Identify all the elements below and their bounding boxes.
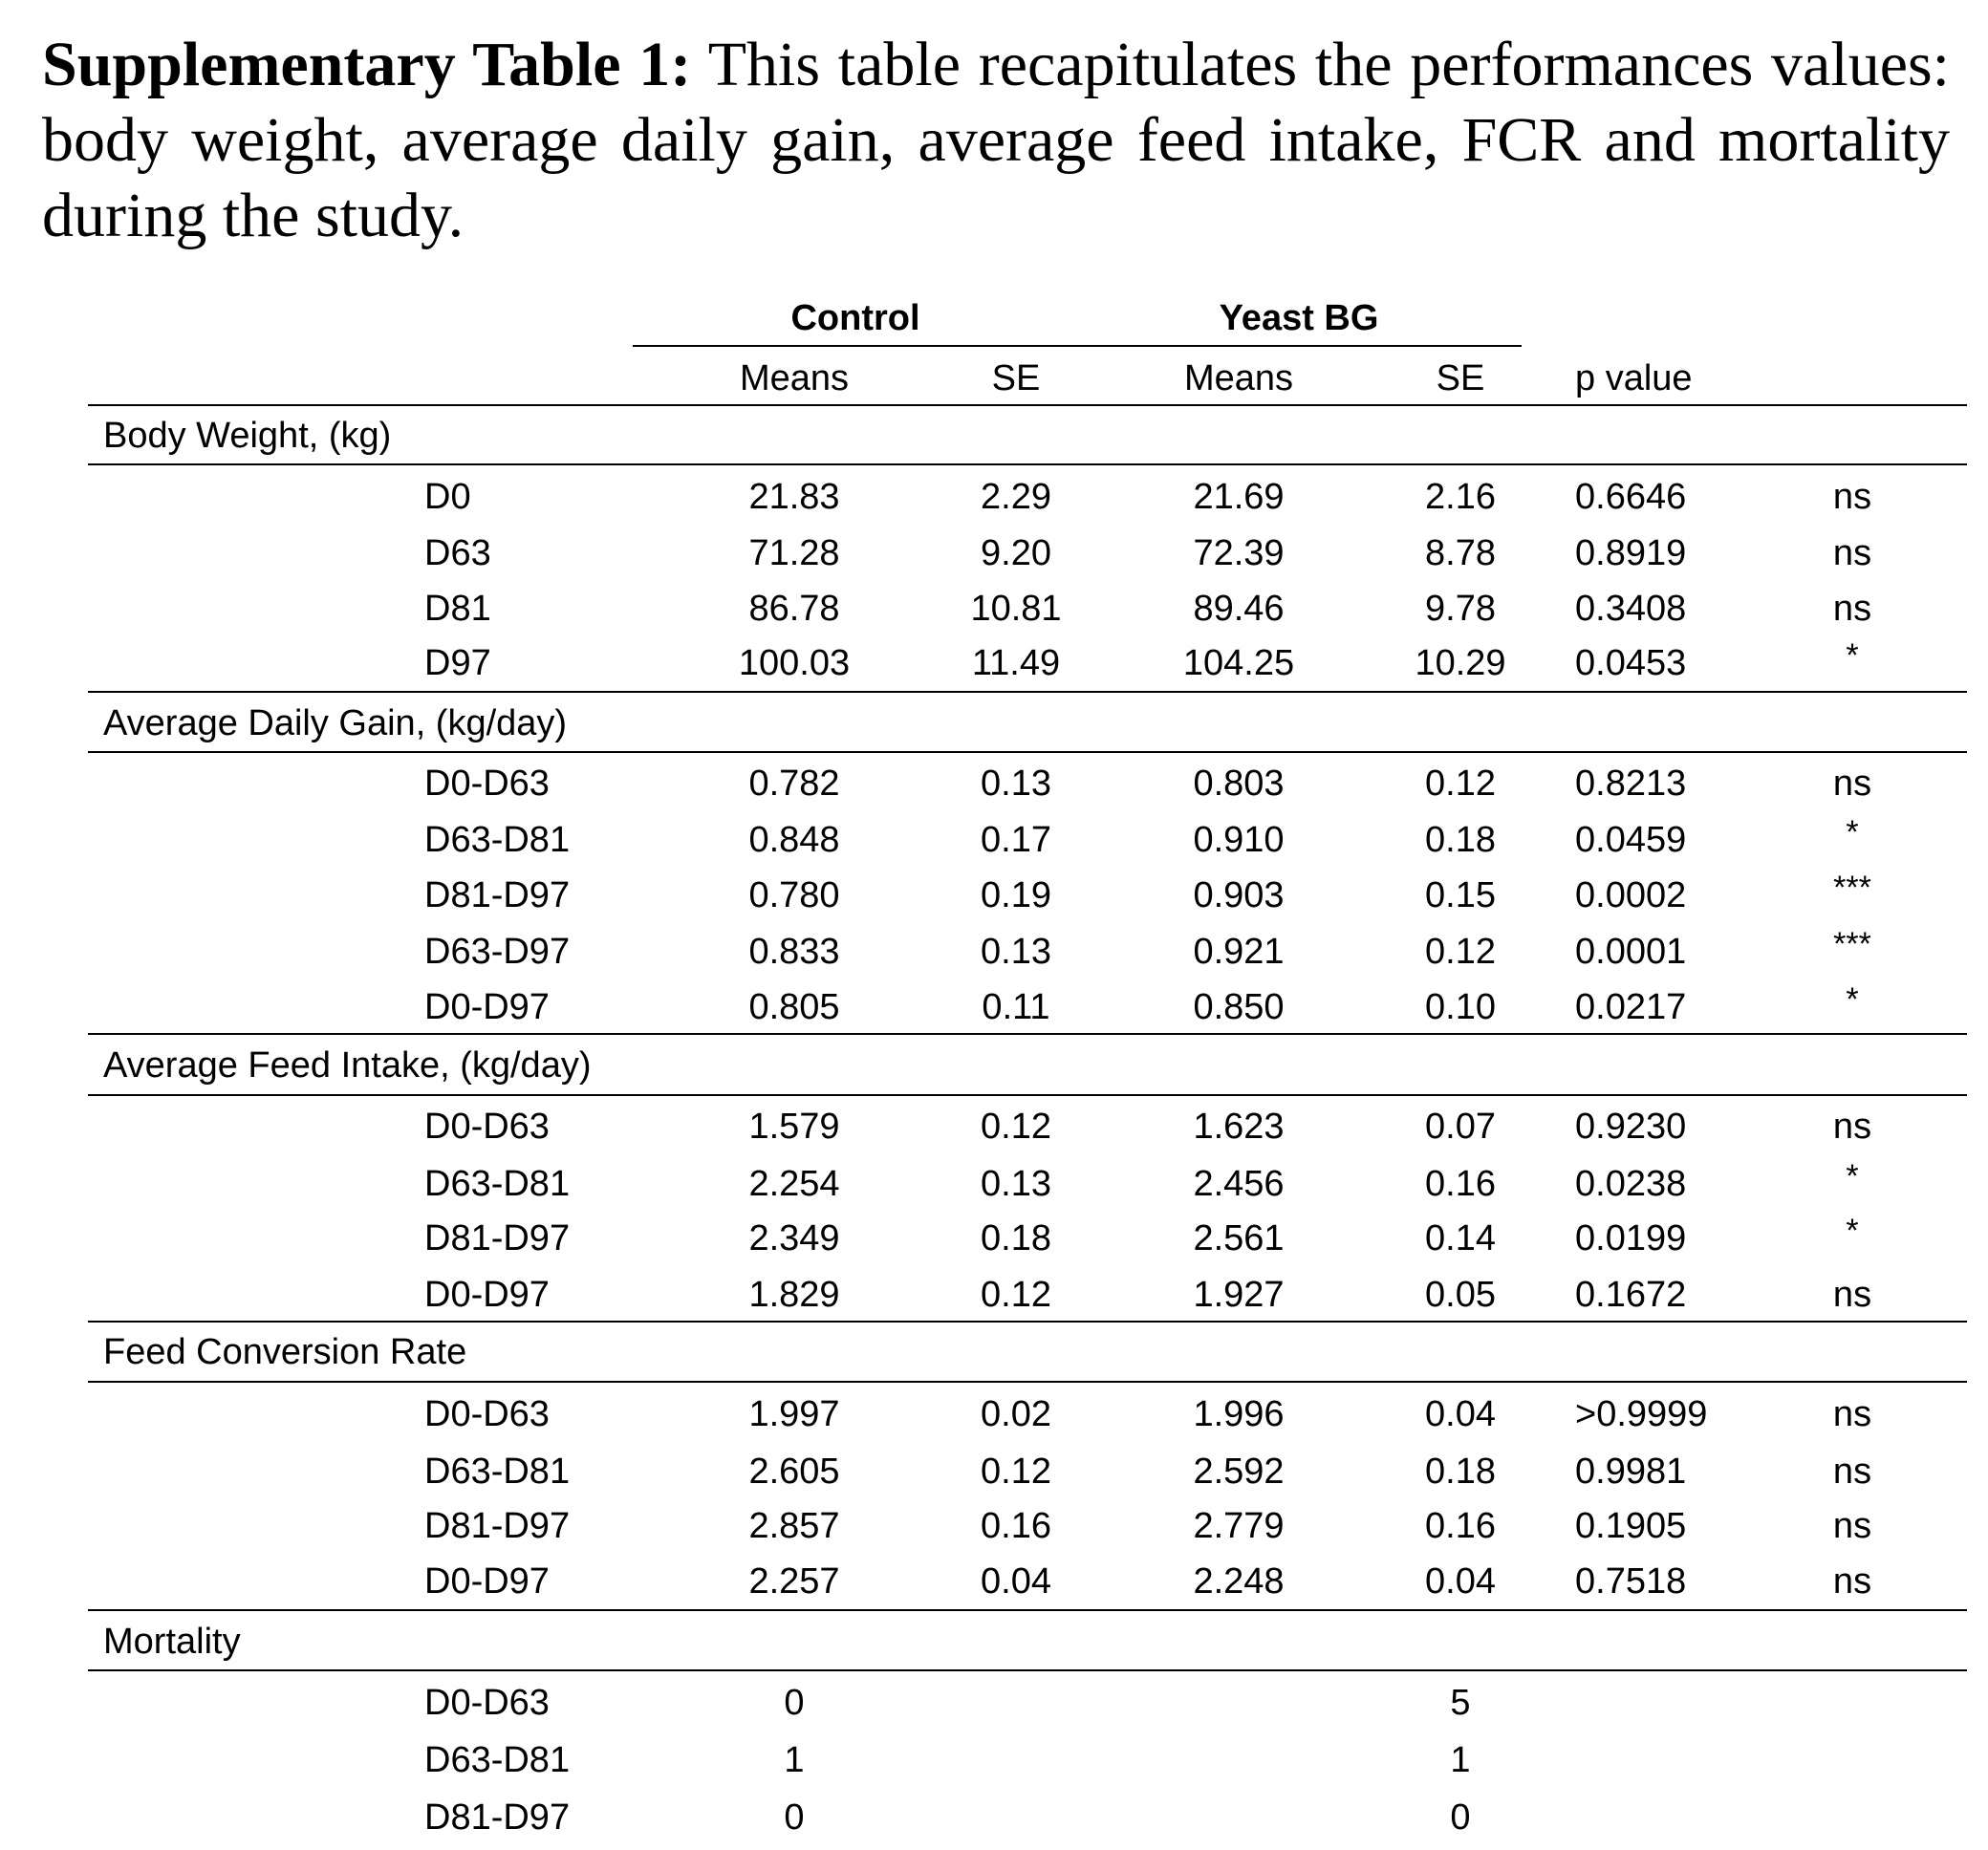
cell-control-se: 0.19 <box>981 875 1051 915</box>
group-header-rule <box>633 345 1522 347</box>
cell-p-value: 0.0453 <box>1575 643 1687 683</box>
cell-significance: *** <box>1833 926 1871 962</box>
cell-control-means: 1 <box>784 1740 805 1780</box>
cell-control-se: 9.20 <box>981 533 1051 573</box>
row-label: D63 <box>424 533 491 573</box>
section-title-rule <box>88 1094 1967 1096</box>
cell-p-value: 0.0002 <box>1575 875 1687 915</box>
row-label: D63-D81 <box>424 820 571 860</box>
section-title-average-feed-intake-kg-day: Average Feed Intake, (kg/day) <box>103 1045 592 1086</box>
row-label: D0-D97 <box>424 1561 550 1602</box>
cell-control-se: 0.17 <box>981 820 1051 860</box>
group-header-control: Control <box>790 298 920 338</box>
cell-yeast-se: 0.16 <box>1425 1164 1496 1204</box>
section-top-rule <box>88 691 1967 693</box>
cell-yeast-se: 0.04 <box>1425 1561 1496 1602</box>
cell-significance: * <box>1846 981 1859 1018</box>
section-title-feed-conversion-rate: Feed Conversion Rate <box>103 1332 467 1372</box>
caption-text: This table recapitulates the performances values: body weight, average daily gain, average feed intake, FCR and mortality during the study. <box>42 30 1951 250</box>
cell-control-means: 0 <box>784 1797 805 1838</box>
cell-significance: ns <box>1832 1275 1872 1315</box>
cell-p-value: 0.0001 <box>1575 932 1687 972</box>
cell-yeast-means: 2.779 <box>1193 1506 1285 1546</box>
row-label: D63-D81 <box>424 1452 571 1492</box>
row-label: D0-D63 <box>424 1394 550 1434</box>
cell-control-se: 0.18 <box>981 1218 1051 1258</box>
cell-yeast-means: 1.996 <box>1193 1394 1285 1434</box>
row-label: D0-D63 <box>424 1683 550 1723</box>
cell-yeast-se: 0.15 <box>1425 875 1496 915</box>
section-title-rule <box>88 463 1967 465</box>
cell-significance: ns <box>1832 589 1872 629</box>
group-header-yeast-bg: Yeast BG <box>1219 298 1379 338</box>
row-label: D0-D97 <box>424 1275 550 1315</box>
cell-p-value: 0.9981 <box>1575 1452 1687 1492</box>
cell-yeast-means: 2.456 <box>1193 1164 1285 1204</box>
cell-yeast-se: 0.14 <box>1425 1218 1496 1258</box>
row-label: D63-D81 <box>424 1164 571 1204</box>
cell-control-means: 1.997 <box>748 1394 840 1434</box>
cell-significance: * <box>1846 814 1859 850</box>
cell-yeast-means: 21.69 <box>1193 477 1285 517</box>
cell-yeast-means: 72.39 <box>1193 533 1285 573</box>
cell-yeast-means: 0.910 <box>1193 820 1285 860</box>
row-label: D63-D81 <box>424 1740 571 1780</box>
cell-control-means: 71.28 <box>748 533 840 573</box>
cell-control-means: 0 <box>784 1683 805 1723</box>
section-top-rule <box>88 1609 1967 1611</box>
row-label: D81-D97 <box>424 1218 571 1258</box>
row-label: D0-D97 <box>424 987 550 1027</box>
cell-control-se: 11.49 <box>971 643 1061 683</box>
cell-p-value: 0.8213 <box>1575 764 1687 804</box>
cell-control-means: 1.579 <box>748 1107 840 1147</box>
cell-p-value: 0.7518 <box>1575 1561 1687 1602</box>
cell-p-value: 0.9230 <box>1575 1107 1687 1147</box>
cell-yeast-se: 9.78 <box>1425 589 1496 629</box>
cell-p-value: 0.0238 <box>1575 1164 1687 1204</box>
cell-significance: * <box>1846 1213 1859 1249</box>
caption-label: Supplementary Table 1: <box>42 30 692 99</box>
cell-significance: ns <box>1832 477 1872 517</box>
column-header-yeast-se: SE <box>1436 358 1485 398</box>
cell-p-value: 0.1905 <box>1575 1506 1687 1546</box>
cell-yeast-se: 0.18 <box>1425 820 1496 860</box>
cell-p-value: 0.1672 <box>1575 1275 1687 1315</box>
column-header-yeast-means: Means <box>1183 358 1294 398</box>
cell-significance: ns <box>1832 1506 1872 1546</box>
cell-yeast-se: 0.04 <box>1425 1394 1496 1434</box>
section-title-rule <box>88 1669 1967 1671</box>
cell-yeast-se: 0.12 <box>1425 764 1496 804</box>
cell-p-value: 0.3408 <box>1575 589 1687 629</box>
cell-yeast-means: 89.46 <box>1193 589 1285 629</box>
cell-significance: ns <box>1832 533 1872 573</box>
cell-yeast-means: 2.561 <box>1193 1218 1285 1258</box>
cell-control-se: 2.29 <box>981 477 1051 517</box>
cell-control-means: 0.848 <box>748 820 840 860</box>
section-top-rule <box>88 1033 1967 1035</box>
cell-yeast-se: 0.18 <box>1425 1452 1496 1492</box>
cell-control-means: 2.605 <box>748 1452 840 1492</box>
row-label: D81-D97 <box>424 1506 571 1546</box>
cell-significance: ns <box>1832 1452 1872 1492</box>
cell-control-means: 0.782 <box>748 764 840 804</box>
row-label: D81-D97 <box>424 1797 571 1838</box>
cell-yeast-means: 104.25 <box>1182 643 1295 683</box>
cell-control-se: 0.12 <box>981 1107 1051 1147</box>
row-label: D63-D97 <box>424 932 571 972</box>
section-title-rule <box>88 1381 1967 1383</box>
cell-yeast-means: 2.248 <box>1193 1561 1285 1602</box>
cell-control-means: 0.833 <box>748 932 840 972</box>
cell-control-means: 1.829 <box>748 1275 840 1315</box>
cell-control-means: 100.03 <box>738 643 851 683</box>
cell-control-means: 2.254 <box>748 1164 840 1204</box>
cell-p-value: 0.6646 <box>1575 477 1687 517</box>
cell-significance: ns <box>1832 1394 1872 1434</box>
cell-control-se: 0.16 <box>981 1506 1051 1546</box>
cell-control-se: 0.02 <box>981 1394 1051 1434</box>
cell-yeast-means: 0.921 <box>1193 932 1285 972</box>
section-top-rule <box>88 404 1967 406</box>
cell-control-se: 0.12 <box>981 1275 1051 1315</box>
cell-yeast-means: 0.903 <box>1193 875 1285 915</box>
section-top-rule <box>88 1321 1967 1323</box>
cell-control-se: 0.13 <box>981 764 1051 804</box>
column-header-control-means: Means <box>739 358 850 398</box>
cell-yeast-se: 8.78 <box>1425 533 1496 573</box>
cell-significance: ns <box>1832 764 1872 804</box>
cell-control-means: 0.805 <box>748 987 840 1027</box>
cell-control-means: 2.349 <box>748 1218 840 1258</box>
cell-p-value: 0.0199 <box>1575 1218 1687 1258</box>
cell-p-value: 0.8919 <box>1575 533 1687 573</box>
column-header-p-value: p value <box>1575 358 1693 398</box>
cell-yeast-se: 0 <box>1450 1797 1471 1838</box>
cell-control-means: 0.780 <box>748 875 840 915</box>
cell-significance: ns <box>1832 1561 1872 1602</box>
cell-control-means: 21.83 <box>748 477 840 517</box>
cell-significance: ns <box>1832 1107 1872 1147</box>
cell-control-se: 0.04 <box>981 1561 1051 1602</box>
cell-control-se: 0.12 <box>981 1452 1051 1492</box>
cell-yeast-se: 5 <box>1450 1683 1471 1723</box>
cell-yeast-se: 10.29 <box>1415 643 1506 683</box>
section-title-rule <box>88 751 1967 753</box>
cell-yeast-means: 1.927 <box>1193 1275 1285 1315</box>
cell-p-value: 0.0459 <box>1575 820 1687 860</box>
cell-control-means: 86.78 <box>748 589 840 629</box>
cell-control-means: 2.257 <box>748 1561 840 1602</box>
cell-control-se: 0.13 <box>981 1164 1051 1204</box>
cell-yeast-se: 0.10 <box>1425 987 1496 1027</box>
cell-yeast-means: 1.623 <box>1193 1107 1285 1147</box>
cell-yeast-se: 0.12 <box>1425 932 1496 972</box>
cell-yeast-se: 0.16 <box>1425 1506 1496 1546</box>
row-label: D0-D63 <box>424 764 550 804</box>
cell-yeast-se: 2.16 <box>1425 477 1496 517</box>
cell-yeast-means: 0.803 <box>1193 764 1285 804</box>
cell-significance: *** <box>1833 870 1871 906</box>
cell-yeast-se: 1 <box>1450 1740 1471 1780</box>
cell-significance: * <box>1846 1158 1859 1194</box>
cell-yeast-means: 0.850 <box>1193 987 1285 1027</box>
column-header-control-se: SE <box>991 358 1041 398</box>
section-title-average-daily-gain-kg-day: Average Daily Gain, (kg/day) <box>103 703 568 743</box>
section-title-body-weight-kg: Body Weight, (kg) <box>103 416 392 456</box>
cell-yeast-se: 0.07 <box>1425 1107 1496 1147</box>
cell-control-se: 0.13 <box>981 932 1051 972</box>
cell-yeast-means: 2.592 <box>1193 1452 1285 1492</box>
section-title-mortality: Mortality <box>103 1622 241 1662</box>
row-label: D81 <box>424 589 491 629</box>
cell-p-value: 0.0217 <box>1575 987 1687 1027</box>
cell-p-value: >0.9999 <box>1575 1394 1708 1434</box>
cell-control-se: 10.81 <box>970 589 1062 629</box>
cell-control-means: 2.857 <box>748 1506 840 1546</box>
row-label: D81-D97 <box>424 875 571 915</box>
row-label: D0 <box>424 477 471 517</box>
cell-control-se: 0.11 <box>982 987 1050 1027</box>
row-label: D97 <box>424 643 491 683</box>
cell-significance: * <box>1846 637 1859 674</box>
cell-yeast-se: 0.05 <box>1425 1275 1496 1315</box>
row-label: D0-D63 <box>424 1107 550 1147</box>
